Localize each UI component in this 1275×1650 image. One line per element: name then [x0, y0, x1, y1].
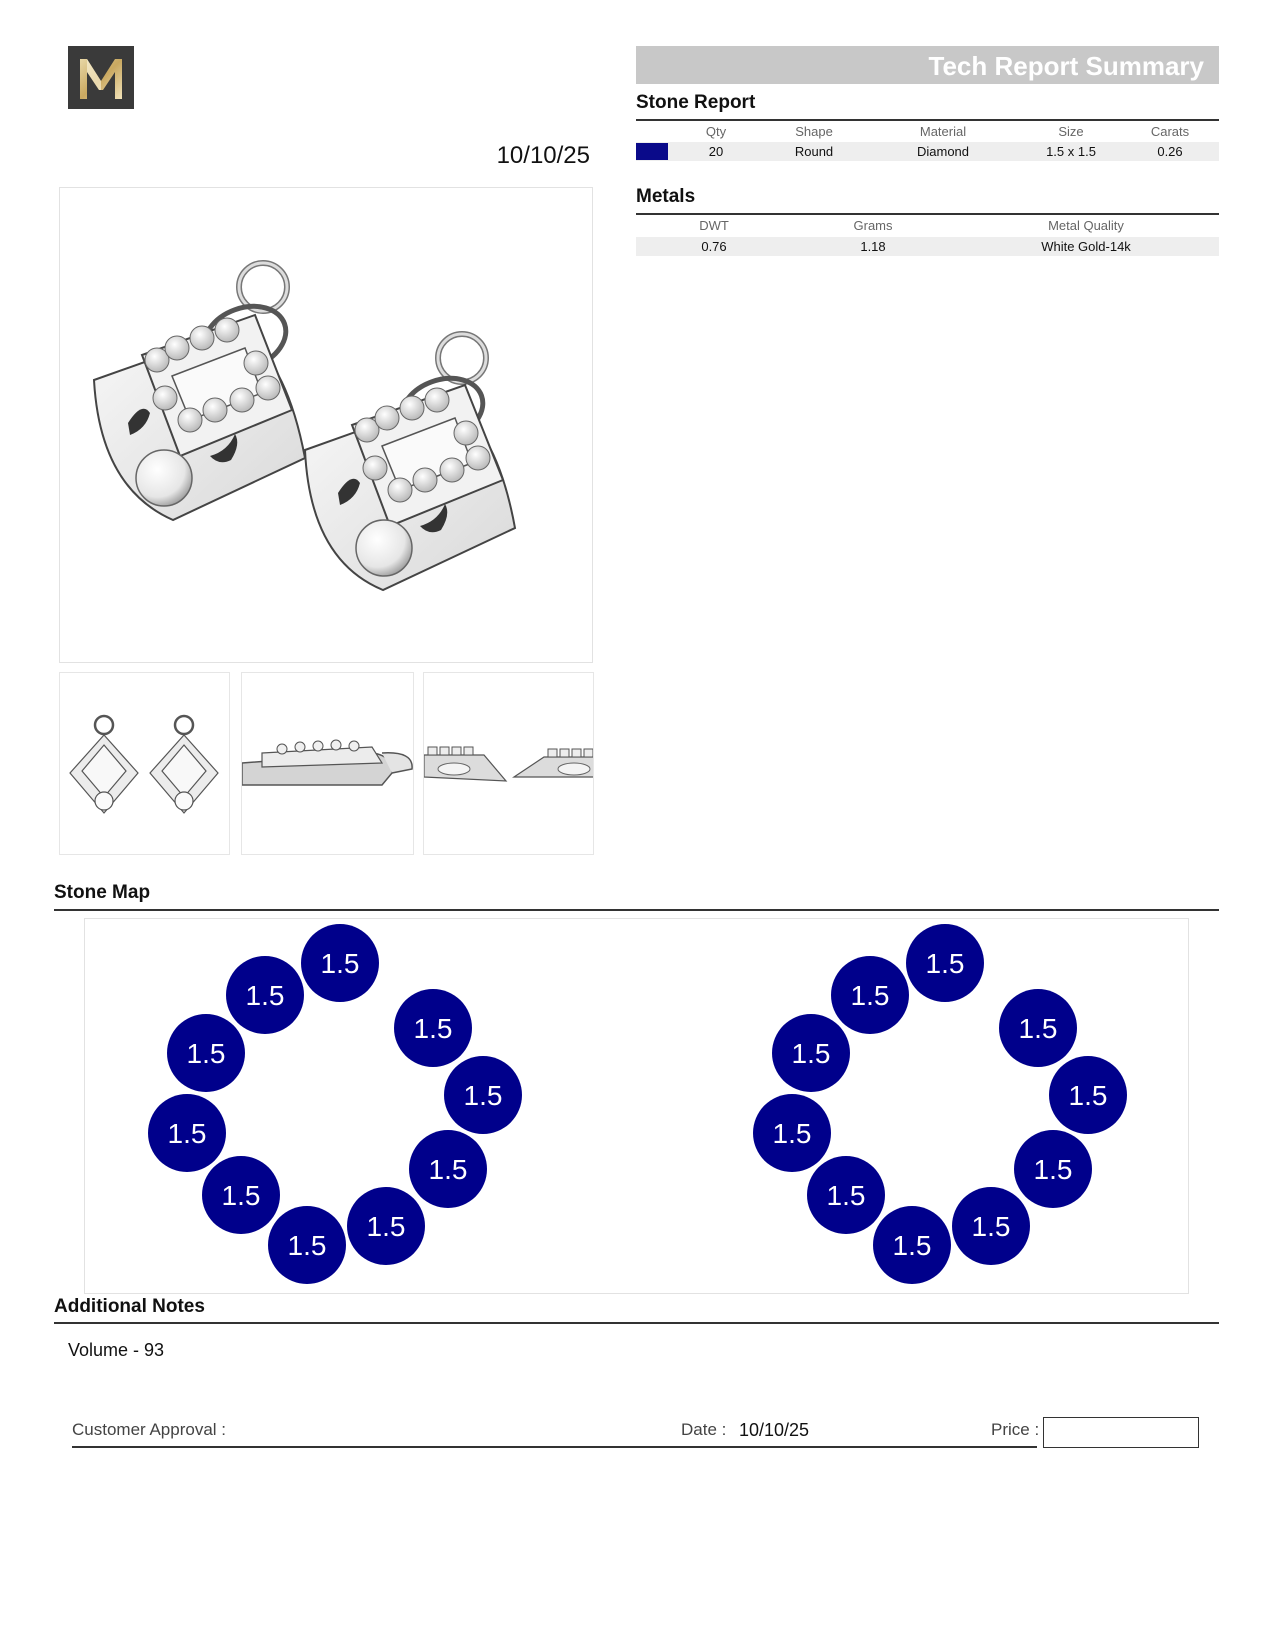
stone-size-label: 1.5	[221, 1180, 261, 1211]
stone-marker	[1014, 1130, 1092, 1208]
col-header-shape: Shape	[795, 124, 833, 139]
stone-size-label: 1.5	[366, 1211, 406, 1242]
stone-marker	[409, 1130, 487, 1208]
report-date: 10/10/25	[496, 142, 590, 169]
col-header-material: Material	[919, 124, 967, 139]
stone-size-label: 1.5	[1018, 1013, 1058, 1044]
cell-shape: Round	[794, 144, 834, 159]
stone-marker	[301, 924, 379, 1002]
stone-size-label: 1.5	[971, 1211, 1011, 1242]
stone-size-label: 1.5	[463, 1080, 503, 1111]
approval-date-value: 10/10/25	[739, 1420, 810, 1440]
stone-size-label: 1.5	[791, 1038, 831, 1069]
stone-size-label: 1.5	[1068, 1080, 1108, 1111]
stone-size-label: 1.5	[892, 1230, 932, 1261]
stone-size-label: 1.5	[925, 948, 965, 979]
stone-marker	[1049, 1056, 1127, 1134]
stone-marker	[394, 989, 472, 1067]
stone-marker	[831, 956, 909, 1034]
stone-marker	[772, 1014, 850, 1092]
stone-report-title: Stone Report	[636, 92, 756, 113]
cell-metal-quality: White Gold-14k	[1041, 239, 1131, 254]
m-logo-icon	[76, 55, 126, 101]
stone-map-canvas	[85, 919, 1190, 1295]
col-header-dwt: DWT	[699, 218, 729, 233]
approval-signature-line[interactable]	[72, 1446, 1037, 1448]
stone-color-swatch	[636, 143, 668, 160]
report-header-bar	[636, 46, 1219, 84]
stone-size-label: 1.5	[167, 1118, 207, 1149]
notes-text: Volume - 93	[68, 1340, 165, 1360]
stone-map-diagram	[84, 918, 1189, 1294]
approval-date-label: Date :	[681, 1420, 727, 1439]
stone-size-label: 1.5	[320, 948, 360, 979]
cell-qty: 20	[708, 144, 724, 159]
col-header-carats: Carats	[1150, 124, 1190, 139]
stone-marker	[906, 924, 984, 1002]
stone-marker	[999, 989, 1077, 1067]
stone-size-label: 1.5	[413, 1013, 453, 1044]
stone-size-label: 1.5	[287, 1230, 327, 1261]
metals-title: Metals	[636, 186, 696, 207]
stone-marker	[268, 1206, 346, 1284]
thumbnail-side-view[interactable]	[241, 672, 414, 855]
cell-carats: 0.26	[1157, 144, 1183, 159]
thumbnail-front-view[interactable]	[59, 672, 230, 855]
stone-marker	[807, 1156, 885, 1234]
company-logo	[68, 46, 134, 109]
cell-dwt: 0.76	[701, 239, 727, 254]
stone-marker	[148, 1094, 226, 1172]
stone-marker	[167, 1014, 245, 1092]
stone-marker	[347, 1187, 425, 1265]
stone-size-label: 1.5	[826, 1180, 866, 1211]
profile-view-image	[424, 673, 594, 855]
cell-material: Diamond	[916, 144, 970, 159]
stone-marker	[226, 956, 304, 1034]
stone-marker	[753, 1094, 831, 1172]
stone-marker	[952, 1187, 1030, 1265]
earring-left	[94, 263, 305, 520]
stone-size-label: 1.5	[245, 980, 285, 1011]
thumbnail-profile-view[interactable]	[423, 672, 594, 855]
price-field[interactable]	[1043, 1417, 1199, 1448]
front-view-image	[60, 673, 230, 855]
col-header-grams: Grams	[853, 218, 893, 233]
price-label: Price :	[991, 1420, 1040, 1439]
side-view-image	[242, 673, 414, 855]
stone-size-label: 1.5	[186, 1038, 226, 1069]
notes-title: Additional Notes	[54, 1296, 205, 1317]
stone-size-label: 1.5	[1033, 1154, 1073, 1185]
stone-map-title: Stone Map	[54, 882, 151, 903]
notes-rule	[54, 1322, 1219, 1324]
col-header-qty: Qty	[705, 124, 727, 139]
stone-size-label: 1.5	[850, 980, 890, 1011]
report-title: Tech Report Summary	[928, 51, 1204, 81]
stone-map-rule	[54, 909, 1219, 911]
stone-marker	[873, 1206, 951, 1284]
earrings-render-image	[60, 188, 594, 664]
stone-size-label: 1.5	[772, 1118, 812, 1149]
col-header-size: Size	[1058, 124, 1084, 139]
col-header-metal-quality: Metal Quality	[1048, 218, 1124, 233]
cell-size: 1.5 x 1.5	[1046, 144, 1096, 159]
stone-marker	[444, 1056, 522, 1134]
main-product-render	[59, 187, 593, 663]
stone-size-label: 1.5	[428, 1154, 468, 1185]
stone-marker	[202, 1156, 280, 1234]
metals-rule	[636, 213, 1219, 215]
earring-right	[305, 334, 515, 590]
cell-grams: 1.18	[860, 239, 886, 254]
customer-approval-label: Customer Approval :	[72, 1420, 227, 1439]
stone-report-rule	[636, 119, 1219, 121]
